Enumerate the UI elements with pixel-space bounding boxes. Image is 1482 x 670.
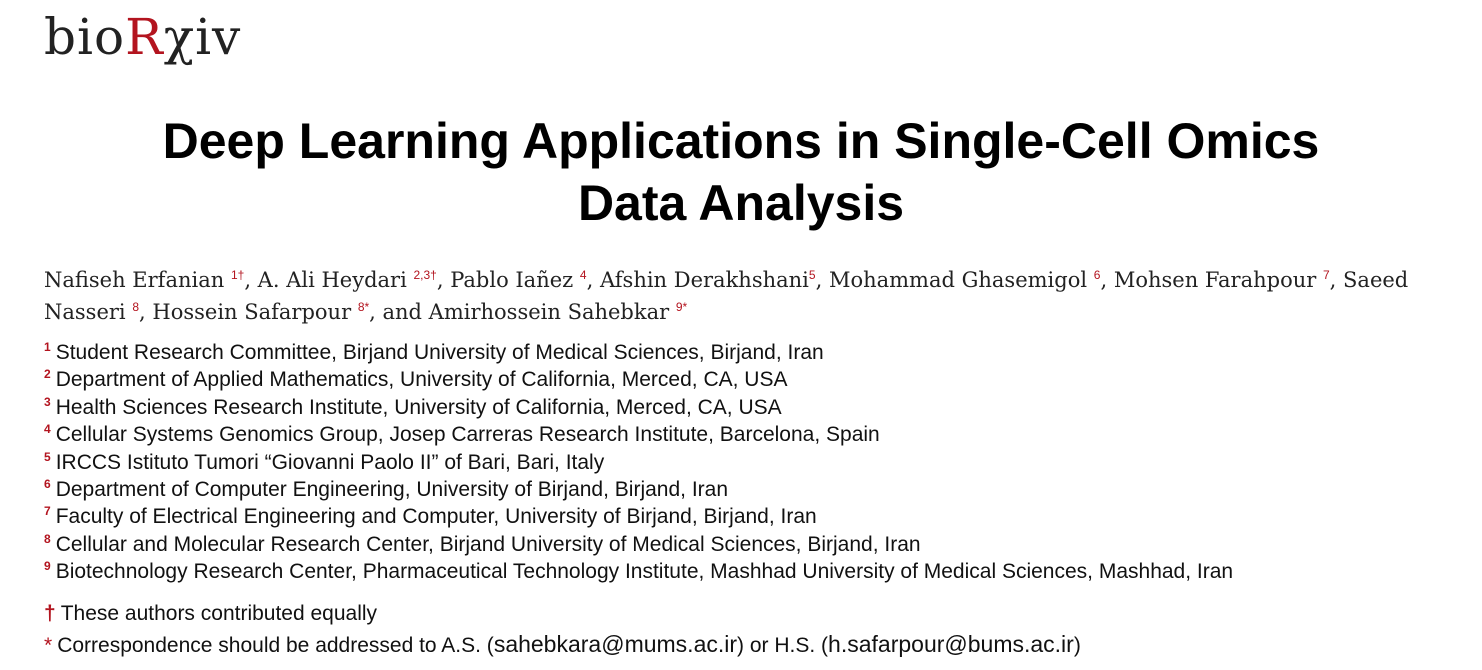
author-affiliation-marker: 9* <box>675 300 688 314</box>
affiliation-text: Department of Applied Mathematics, University of California, Merced, CA, USA <box>55 368 788 392</box>
affiliation-item <box>44 394 1233 421</box>
author-affiliation-marker: 8 <box>132 300 140 314</box>
logo-r: R <box>125 8 164 66</box>
affiliation-number: 6 <box>44 477 51 492</box>
affiliation-number: 7 <box>44 504 51 519</box>
affiliation-text: Health Sciences Research Institute, University of California, Merced, CA, USA <box>55 395 782 419</box>
affiliation-item <box>44 421 1233 448</box>
affiliation-item <box>44 531 1233 558</box>
logo-bio: bio <box>44 8 126 66</box>
title-line-1: Deep Learning Applications in Single-Cell Omics <box>162 113 1320 169</box>
affiliation-text: IRCCS Istituto Tumori “Giovanni Paolo II” of Bari, Bari, Italy <box>55 450 605 474</box>
affiliation-number: 5 <box>44 449 51 464</box>
affiliation-item <box>44 503 1233 530</box>
affiliation-number: 8 <box>44 531 51 546</box>
author-affiliation-marker: 8* <box>357 300 370 314</box>
author-affiliation-marker: 5 <box>808 268 816 282</box>
logo-xiv: χiv <box>163 8 242 66</box>
correspondence-suffix: ) <box>1073 634 1081 657</box>
equal-contribution-note <box>44 598 1081 629</box>
correspondence-middle: ) or H.S. ( <box>737 634 829 657</box>
affiliation-text: Student Research Committee, Birjand University of Medical Sciences, Birjand, Iran <box>55 341 824 364</box>
author-name: Hossein Safarpour <box>152 300 352 324</box>
paper-title <box>0 110 1482 234</box>
affiliation-text: Department of Computer Engineering, University of Birjand, Birjand, Iran <box>55 478 729 502</box>
author-name: Saeed Nasseri <box>44 268 1409 324</box>
equal-contribution-text: These authors contributed equally <box>60 602 378 625</box>
author-affiliation-marker: 1† <box>230 268 245 282</box>
email-link-as[interactable]: sahebkara@mums.ac.ir <box>493 631 738 657</box>
author-notes <box>44 598 1081 661</box>
affiliation-number: 2 <box>44 367 51 382</box>
affiliation-item <box>44 339 1233 366</box>
affiliation-item <box>44 476 1233 503</box>
author-affiliation-marker: 2,3† <box>413 268 437 282</box>
title-line-2: Data Analysis <box>577 175 905 231</box>
author-name: Pablo Iañez <box>450 268 574 292</box>
affiliation-text: Cellular and Molecular Research Center, Birjand University of Medical Sciences, Birjand, Iran <box>55 532 921 556</box>
author-affiliation-marker: 4 <box>579 268 587 282</box>
correspondence-prefix: Correspondence should be addressed to A.S. ( <box>57 634 494 657</box>
affiliation-number: 3 <box>44 394 51 409</box>
author-name: Nafiseh Erfanian <box>44 268 225 292</box>
affiliation-item <box>44 449 1233 476</box>
author-affiliation-marker: 6 <box>1093 268 1101 282</box>
author-name: A. Ali Heydari <box>257 268 407 292</box>
dagger-symbol: † <box>44 602 56 625</box>
email-link-hs[interactable]: h.safarpour@bums.ac.ir <box>828 631 1074 657</box>
author-list: Nafiseh Erfanian $^{1\dagger}$, A. Ali Heydari $^{2,3\dagger}$, Pablo Iañez $^4$, Afshin Derakhshani$^5$, Mohammad Ghasemigol $^6$, Mohsen Farahpour $^7$, Saeed Nasseri $^8$, Hossein Safarpour $^{8*}$, and Amirhossein Sahebkar $^{9*}$ <box>44 268 1409 324</box>
author-name: Mohsen Farahpour <box>1113 268 1317 292</box>
affiliation-item <box>44 366 1233 393</box>
biorxiv-logo <box>44 8 242 66</box>
author-name: Mohammad Ghasemigol <box>828 268 1088 292</box>
affiliation-text: Biotechnology Research Center, Pharmaceutical Technology Institute, Mashhad University of Medical Sciences, Mashhad, Iran <box>55 560 1234 584</box>
asterisk-symbol: * <box>44 634 53 657</box>
correspondence-note <box>44 629 1081 661</box>
affiliation-number: 1 <box>44 340 51 354</box>
affiliation-text: Faculty of Electrical Engineering and Computer, University of Birjand, Birjand, Iran <box>55 505 817 529</box>
affiliation-text: Cellular Systems Genomics Group, Josep Carreras Research Institute, Barcelona, Spain <box>55 423 880 447</box>
affiliation-item <box>44 558 1233 585</box>
affiliation-number: 9 <box>44 559 51 574</box>
affiliation-number: 4 <box>44 422 51 437</box>
author-name: Afshin Derakhshani <box>599 268 809 292</box>
affiliation-list <box>44 339 1233 586</box>
author-name: Amirhossein Sahebkar <box>428 300 670 324</box>
author-affiliation-marker: 7 <box>1322 268 1330 282</box>
